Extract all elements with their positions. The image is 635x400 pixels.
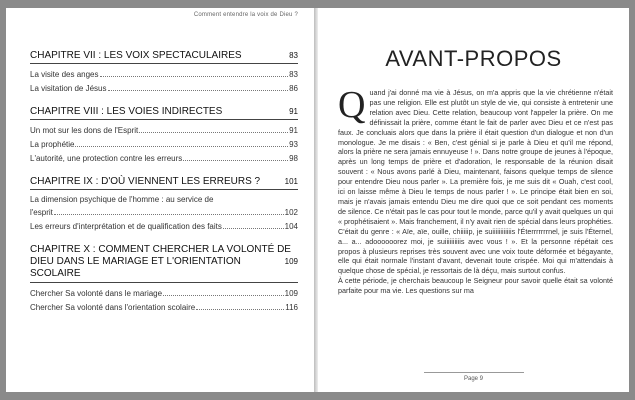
toc-entry: Chercher Sa volonté dans l'orientation scolaire 116 (30, 303, 298, 312)
page-title: AVANT-PROPOS (385, 46, 562, 71)
toc-chapter-heading: CHAPITRE X : COMMENT CHERCHER LA VOLONTÉ DE DIEU DANS LE MARIAGE ET L'ORIENTATION SCOLAIRE 109 (30, 244, 298, 283)
paragraph: À cette période, je cherchais beaucoup le Seigneur pour savoir quelle était sa volonté parfaite pour ma vie. Les questions sur ma (338, 276, 613, 296)
toc-entry: Chercher Sa volonté dans le mariage 109 (30, 289, 298, 298)
body-text (338, 84, 613, 296)
page-footer (318, 372, 629, 382)
running-head: Comment entendre la voix de Dieu ? (193, 12, 298, 18)
toc-entry: La visite des anges 83 (30, 70, 298, 79)
page-number: Page 9 (463, 376, 484, 382)
drop-cap: Q (338, 84, 366, 126)
toc-entry: La dimension psychique de l'homme : au service de l'esprit 102 (30, 195, 298, 217)
toc-chapter-heading: CHAPITRE VII : LES VOIX SPECTACULAIRES 83 (30, 50, 298, 64)
right-page (318, 8, 629, 392)
toc-chapter-heading: CHAPITRE VIII : LES VOIES INDIRECTES 91 (30, 106, 298, 120)
left-page (6, 8, 314, 392)
table-of-contents (30, 50, 298, 315)
toc-entry: Les erreurs d'interprétation et de qualification des faits 104 (30, 222, 298, 231)
toc-entry: L'autorité, une protection contre les erreurs 98 (30, 154, 298, 163)
toc-entry: La visitation de Jésus 86 (30, 84, 298, 93)
toc-chapter-heading: CHAPITRE IX : D'OÙ VIENNENT LES ERREURS ? 101 (30, 176, 298, 190)
toc-entry: Un mot sur les dons de l'Esprit 91 (30, 126, 298, 135)
paragraph: uand j'ai donné ma vie à Jésus, on m'a appris que la vie chrétienne n'était pas une religion. Elle est plutôt un style de vie, qui consiste à entretenir une relation avec Dieu. Cette relation, beaucoup vont l'appeler la prière. On me définissait la prière, comme étant le fait de parler avec Dieu et ce n'est pas faux. Je concluais alors que dans la prière il était question d'un dialogue et non d'un monologue. Je me disais : « Ben, c'est génial si je parle à Dieu et qu'il me répond, alors la prière ne sera jamais ennuyeuse ! ». Dans notre groupe de jeunes à l'époque, après un long temps de prière et d'adoration, le responsable de la réunion disait souvent : « Nous avons parlé à Dieu, maintenant, faisons quelque temps de silence pour entendre Dieu nous parler ». La première fois, je me suis dit « Ouah, c'est cool, ici on laisse même à Dieu le temps de nous parler ! ». Le principe était bien en soi, mais je n'avais jamais entendu Dieu me dire quoi que ce soit pendant ces moments de silence. Ce n'était pas le cas pour tout le monde, parce qu'il y avait quelques un qui « prophétisaient ». Mais franchement, il n'y avait rien de spécial dans leurs prophéties. C'était du genre : « Aïe, aïe, ouille, chiiiiip, je suiiiiiiiiiiiis l'Éterrrrrrrnel, je suis l'Éternel, a... a... adoooooorez moi, je suiiiiiiiiiis avec vous ! ». Et la personne répétait ces propos à plusieurs reprises très souvent avec une voix toute déformée et bégayante, elle qui était normale l'instant d'avant, devenait toute crispée. Moi qui m'attendais à quelque chose de spécial, je ressortais de là déçu, mais surtout confus. (338, 88, 613, 276)
toc-entry: La prophétie 93 (30, 140, 298, 149)
